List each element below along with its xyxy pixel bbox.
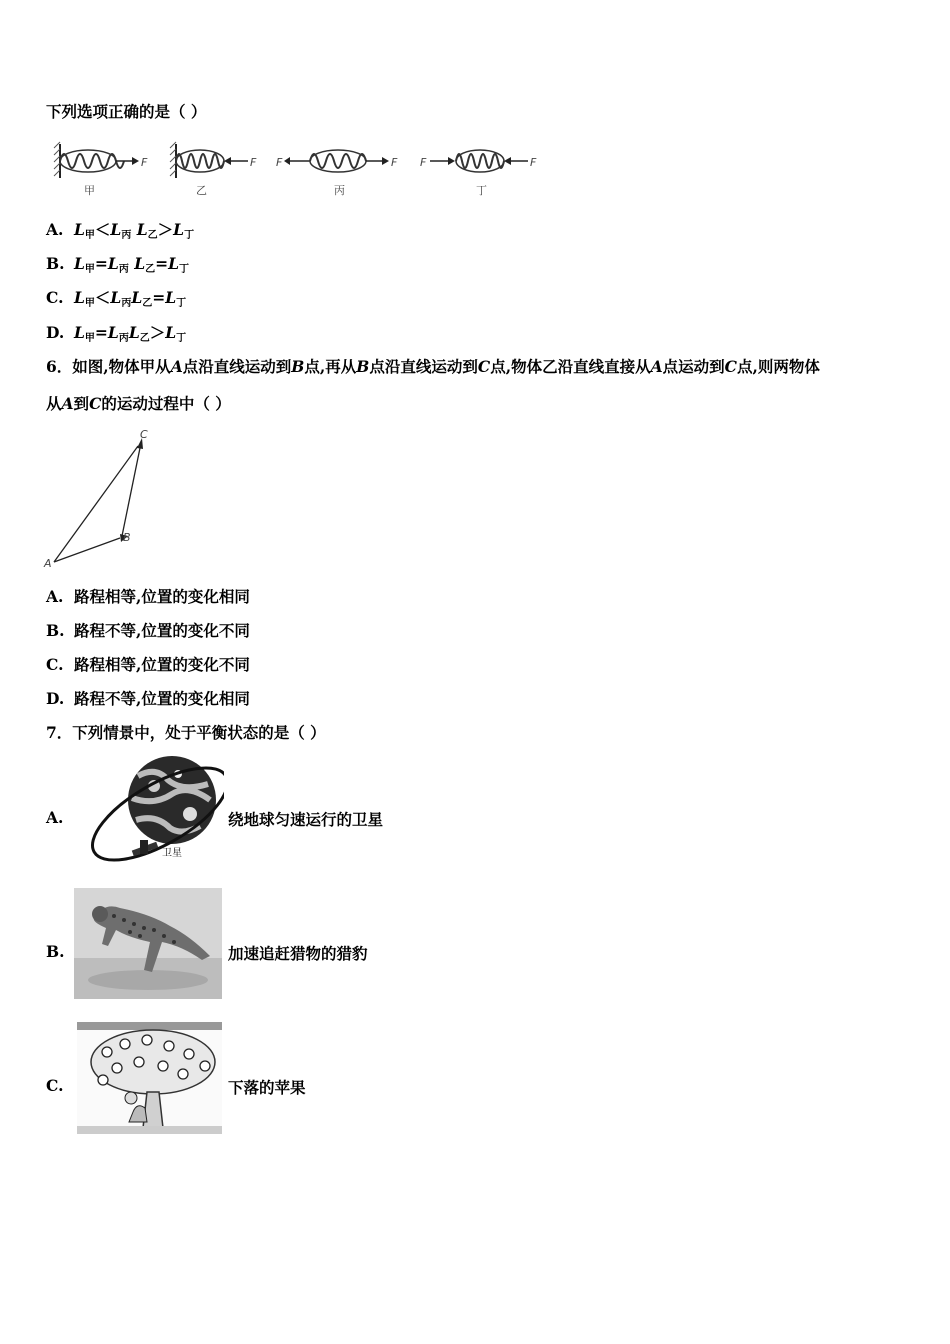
q5-option-a[interactable]: A. $L_甲<L_丙$ $L_乙>L_丁$ bbox=[46, 220, 195, 241]
q7-stem: 7．下列情景中，处于平衡状态的是（ ） bbox=[46, 723, 326, 742]
option-key: C. bbox=[46, 288, 64, 307]
math-subscript: 丙 bbox=[121, 298, 132, 309]
point-a-label: A bbox=[44, 557, 52, 570]
math-symbol: L bbox=[107, 254, 119, 273]
math-subscript: 丙 bbox=[118, 333, 129, 344]
q7-option-a-caption: 绕地球匀速运行的卫星 bbox=[228, 810, 384, 829]
apple-tree-image bbox=[77, 1022, 222, 1134]
math-symbol: L bbox=[74, 288, 85, 307]
spring-ding bbox=[420, 150, 537, 197]
math-symbol: L bbox=[173, 220, 185, 239]
math-symbol: L bbox=[131, 288, 143, 307]
svg-text:F: F bbox=[391, 156, 398, 169]
label-bing: 丙 bbox=[334, 184, 345, 197]
math-symbol: A bbox=[650, 357, 663, 376]
springs-figure bbox=[46, 136, 546, 202]
math-symbol: L bbox=[136, 220, 148, 239]
math-subscript: 丁 bbox=[176, 298, 187, 309]
svg-text:F: F bbox=[420, 156, 427, 169]
math-symbol: C bbox=[724, 357, 738, 376]
math-subscript: 丙 bbox=[121, 230, 132, 241]
math-symbol: L bbox=[128, 323, 140, 342]
math-subscript: 丁 bbox=[179, 264, 190, 275]
spring-yi bbox=[170, 142, 257, 197]
math-symbol: B bbox=[291, 357, 305, 376]
math-subscript: 丁 bbox=[184, 230, 195, 241]
math-subscript: 丙 bbox=[118, 264, 129, 275]
math-subscript: 甲 bbox=[84, 230, 95, 241]
point-b-label: B bbox=[123, 531, 131, 544]
math-symbol: L bbox=[165, 288, 177, 307]
label-yi: 乙 bbox=[196, 184, 207, 197]
svg-text:F: F bbox=[141, 156, 148, 169]
math-symbol: L bbox=[110, 288, 122, 307]
q6-stem-line2: 从A到C的运动过程中（ ） bbox=[46, 394, 231, 413]
option-key: A. bbox=[46, 220, 64, 239]
math-subscript: 甲 bbox=[84, 333, 95, 344]
math-symbol: L bbox=[74, 254, 85, 273]
math-subscript: 丁 bbox=[176, 333, 187, 344]
svg-text:F: F bbox=[276, 156, 283, 169]
math-symbol: L bbox=[168, 254, 180, 273]
q7-option-c-key[interactable]: C. bbox=[46, 1076, 64, 1095]
q7-option-b-key[interactable]: B. bbox=[46, 942, 65, 961]
svg-text:F: F bbox=[250, 156, 257, 169]
math-symbol: L bbox=[165, 323, 177, 342]
math-symbol: C bbox=[477, 357, 491, 376]
q5-option-d[interactable]: D. $L_甲=L_丙L_乙>L_丁$ bbox=[46, 323, 187, 344]
q5-stem: 下列选项正确的是（ ） bbox=[46, 102, 207, 121]
option-key: B. bbox=[46, 254, 65, 273]
math-subscript: 甲 bbox=[84, 264, 95, 275]
spring-bing bbox=[276, 150, 398, 197]
math-subscript: 乙 bbox=[145, 264, 156, 275]
math-symbol: L bbox=[74, 323, 85, 342]
q6-option-d[interactable]: D. 路程不等,位置的变化相同 bbox=[46, 689, 250, 708]
svg-text:F: F bbox=[530, 156, 537, 169]
math-subscript: 乙 bbox=[147, 230, 158, 241]
label-jia: 甲 bbox=[84, 184, 95, 197]
math-symbol: B bbox=[356, 357, 370, 376]
math-symbol: A bbox=[170, 357, 183, 376]
math-symbol: L bbox=[74, 220, 85, 239]
math-symbol: L bbox=[134, 254, 146, 273]
q7-option-a-key[interactable]: A. bbox=[46, 808, 64, 827]
option-key: D. bbox=[46, 323, 65, 342]
q5-option-c[interactable]: C. $L_甲<L_丙L_乙=L_丁$ bbox=[46, 288, 187, 309]
q5-option-b[interactable]: B. $L_甲=L_丙$ $L_乙=L_丁$ bbox=[46, 254, 190, 275]
math-symbol: L bbox=[110, 220, 122, 239]
q7-option-c-caption: 下落的苹果 bbox=[228, 1078, 306, 1097]
spring-jia bbox=[54, 142, 148, 197]
math-subscript: 乙 bbox=[139, 333, 150, 344]
q6-stem-line1: 6．如图,物体甲从A点沿直线运动到B点,再从B点沿直线运动到C点,物体乙沿直线直接从A点运动到C点,则两物体 bbox=[46, 357, 820, 376]
q7-option-b-caption: 加速追赶猎物的猎豹 bbox=[228, 944, 368, 963]
q6-option-c[interactable]: C. 路程相等,位置的变化不同 bbox=[46, 655, 250, 674]
point-c-label: C bbox=[140, 428, 148, 441]
math-symbol: A bbox=[61, 394, 74, 413]
label-ding: 丁 bbox=[476, 184, 487, 197]
math-symbol: L bbox=[107, 323, 119, 342]
math-subscript: 甲 bbox=[84, 298, 95, 309]
math-symbol: C bbox=[89, 394, 102, 413]
satellite-image bbox=[78, 756, 224, 862]
satellite-label: 卫星 bbox=[162, 848, 182, 859]
cheetah-image bbox=[74, 888, 222, 999]
math-subscript: 乙 bbox=[142, 298, 153, 309]
q6-option-a[interactable]: A. 路程相等,位置的变化相同 bbox=[46, 587, 250, 606]
motion-diagram bbox=[40, 426, 170, 572]
q6-option-b[interactable]: B. 路程不等,位置的变化不同 bbox=[46, 621, 250, 640]
